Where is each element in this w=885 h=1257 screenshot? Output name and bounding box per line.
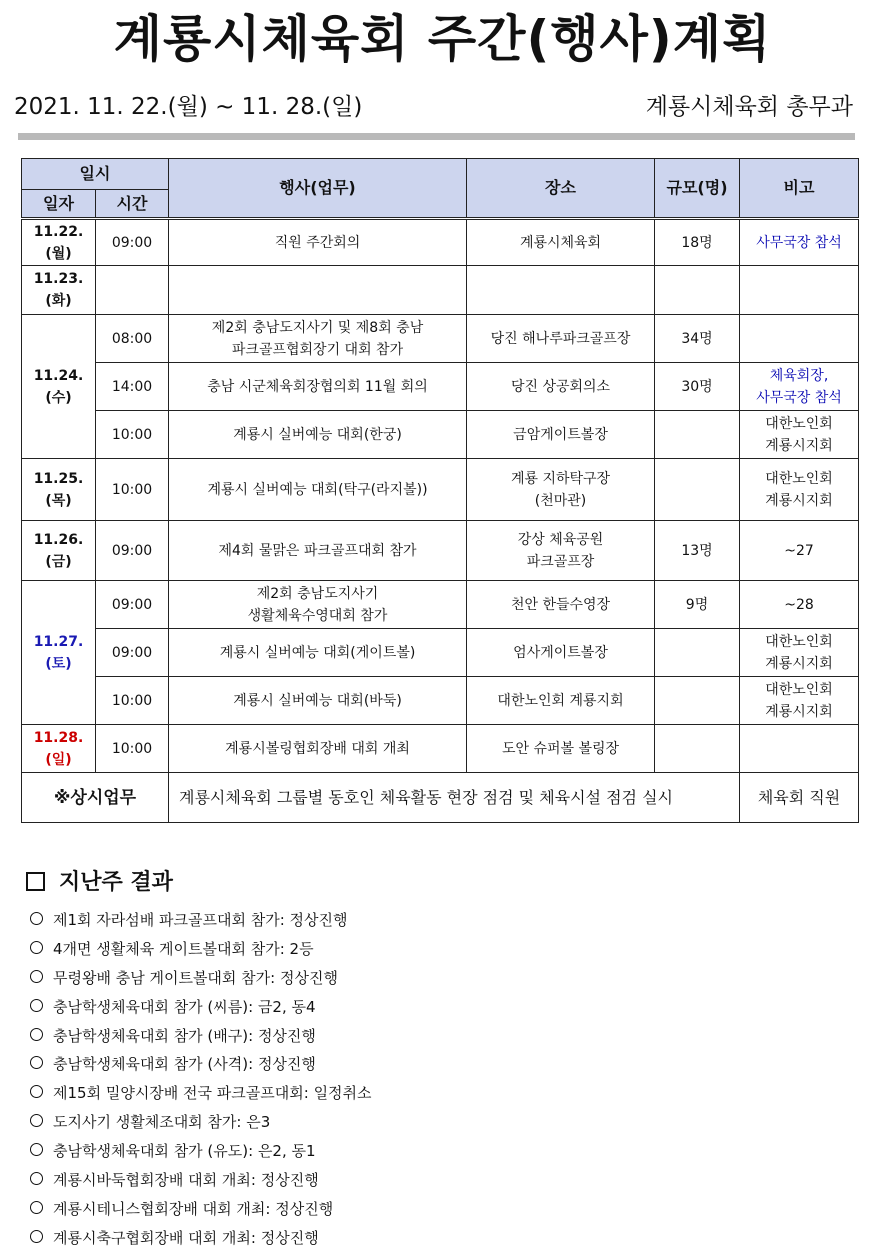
schedule-place-cell <box>467 411 655 459</box>
schedule-event-cell <box>169 315 467 363</box>
schedule-note-line: ~27 <box>784 542 814 559</box>
permanent-task-text: 계룡시체육회 그룹별 동호인 체육활동 현장 점검 및 체육시설 점검 실시 <box>169 773 740 823</box>
schedule-date-cell <box>22 581 96 725</box>
weekday-text: (월) <box>45 245 72 262</box>
result-item <box>30 1022 372 1051</box>
schedule-place-cell <box>467 219 655 266</box>
schedule-note-line: 대한노인회 <box>765 633 833 650</box>
schedule-place-line: 금암게이트볼장 <box>513 426 608 443</box>
schedule-scale-cell <box>655 629 740 677</box>
schedule-note-line: 계룡시지회 <box>765 703 833 720</box>
schedule-note-line: 대한노인회 <box>765 415 833 432</box>
schedule-scale-cell: 34명 <box>655 315 740 363</box>
schedule-place-line: 엄사게이트볼장 <box>513 644 608 661</box>
schedule-place-line: 당진 상공회의소 <box>510 378 611 395</box>
schedule-note-line: 계룡시지회 <box>765 437 833 454</box>
schedule-event-cell <box>169 629 467 677</box>
schedule-row <box>22 315 859 363</box>
schedule-date-cell <box>22 219 96 266</box>
schedule-scale-cell: 30명 <box>655 363 740 411</box>
schedule-scale-cell <box>655 411 740 459</box>
date-text: 11.25. <box>33 470 84 487</box>
weekday-text: (목) <box>45 492 72 509</box>
schedule-row <box>22 411 859 459</box>
schedule-time-cell: 09:00 <box>96 581 169 629</box>
result-item <box>30 993 372 1022</box>
schedule-event-line: 계룡시 실버예능 대회(탁구(라지볼)) <box>207 481 428 498</box>
schedule-event-cell <box>169 266 467 315</box>
schedule-date-cell <box>22 459 96 521</box>
schedule-place-line: 도안 슈퍼볼 볼링장 <box>501 740 620 757</box>
schedule-date-cell <box>22 521 96 581</box>
date-text: 11.24. <box>33 367 84 384</box>
result-text: 충남학생체육대회 참가 (씨름): 금2, 동4 <box>53 997 316 1016</box>
result-item <box>30 1166 372 1195</box>
schedule-place-line: 계룡 지하탁구장 <box>510 470 611 487</box>
schedule-note-cell <box>740 459 859 521</box>
result-text: 계룡시바둑협회장배 대회 개최: 정상진행 <box>53 1171 319 1190</box>
schedule-place-line: 대한노인회 계룡지회 <box>497 692 624 709</box>
results-title-text: 지난주 결과 <box>59 870 173 895</box>
circle-bullet-icon <box>30 1172 43 1185</box>
date-text: 11.23. <box>33 271 84 287</box>
result-item <box>30 1137 372 1166</box>
weekday-text: (화) <box>45 293 72 309</box>
schedule-event-cell <box>169 725 467 773</box>
schedule-time-cell: 09:00 <box>96 629 169 677</box>
schedule-row <box>22 725 859 773</box>
schedule-row <box>22 629 859 677</box>
schedule-event-cell <box>169 363 467 411</box>
schedule-date-cell <box>22 725 96 773</box>
schedule-row <box>22 581 859 629</box>
schedule-event-cell <box>169 219 467 266</box>
weekday-text: (토) <box>45 655 72 672</box>
result-item <box>30 1050 372 1079</box>
result-text: 도지사기 생활체조대회 참가: 은3 <box>53 1113 271 1132</box>
schedule-period: 2021. 11. 22.(월) ~ 11. 28.(일) <box>14 94 363 120</box>
schedule-note-line: 대한노인회 <box>765 681 833 698</box>
weekly-schedule-table <box>21 158 859 823</box>
schedule-place-cell <box>467 581 655 629</box>
schedule-event-cell <box>169 459 467 521</box>
schedule-scale-cell <box>655 677 740 725</box>
schedule-note-line: 계룡시지회 <box>765 492 833 509</box>
header-scale: 규모(명) <box>655 159 740 219</box>
schedule-body <box>22 219 859 773</box>
schedule-note-cell <box>740 725 859 773</box>
schedule-event-cell <box>169 677 467 725</box>
result-text: 제15회 밀양시장배 전국 파크골프대회: 일정취소 <box>53 1084 372 1103</box>
schedule-event-line: 계룡시볼링협회장배 대회 개최 <box>225 740 410 757</box>
schedule-event-line: 계룡시 실버예능 대회(게이트볼) <box>219 644 416 661</box>
circle-bullet-icon <box>30 1143 43 1156</box>
circle-bullet-icon <box>30 1056 43 1069</box>
result-item <box>30 935 372 964</box>
schedule-scale-cell: 9명 <box>655 581 740 629</box>
schedule-scale-cell: 13명 <box>655 521 740 581</box>
schedule-place-line: 파크골프장 <box>526 553 595 570</box>
schedule-note-line: 사무국장 참석 <box>756 389 842 406</box>
circle-bullet-icon <box>30 912 43 925</box>
schedule-event-cell <box>169 521 467 581</box>
result-item <box>30 1108 372 1137</box>
permanent-task-row <box>22 773 859 823</box>
schedule-time-cell: 14:00 <box>96 363 169 411</box>
schedule-place-line: (천마관) <box>534 492 587 509</box>
schedule-date-cell <box>22 266 96 315</box>
schedule-place-cell <box>467 459 655 521</box>
schedule-place-line: 천안 한들수영장 <box>510 596 611 613</box>
schedule-scale-cell: 18명 <box>655 219 740 266</box>
result-text: 충남학생체육대회 참가 (유도): 은2, 동1 <box>53 1142 316 1161</box>
schedule-note-cell <box>740 219 859 266</box>
schedule-note-cell <box>740 581 859 629</box>
schedule-place-cell <box>467 521 655 581</box>
circle-bullet-icon <box>30 1028 43 1041</box>
schedule-note-line: ~28 <box>784 596 814 613</box>
schedule-place-cell <box>467 266 655 315</box>
circle-bullet-icon <box>30 999 43 1012</box>
permanent-task-label: ※상시업무 <box>22 773 169 823</box>
result-text: 무령왕배 충남 게이트볼대회 참가: 정상진행 <box>53 968 338 987</box>
schedule-date-cell <box>22 315 96 459</box>
result-item <box>30 1195 372 1224</box>
schedule-time-cell: 10:00 <box>96 411 169 459</box>
schedule-event-line: 파크골프협회장기 대회 참가 <box>231 341 404 358</box>
schedule-note-cell <box>740 677 859 725</box>
schedule-note-line: 체육회장, <box>769 367 829 384</box>
result-text: 4개면 생활체육 게이트볼대회 참가: 2등 <box>53 939 314 958</box>
schedule-place-cell <box>467 363 655 411</box>
weekday-text: (금) <box>45 553 72 570</box>
result-item <box>30 964 372 993</box>
schedule-event-line: 생활체육수영대회 참가 <box>247 607 388 624</box>
schedule-time-cell: 09:00 <box>96 521 169 581</box>
schedule-place-cell <box>467 315 655 363</box>
header-datetime: 일시 <box>22 159 169 190</box>
schedule-note-cell <box>740 629 859 677</box>
schedule-place-line: 당진 해나루파크골프장 <box>490 330 631 347</box>
circle-bullet-icon <box>30 1230 43 1243</box>
results-list <box>30 906 372 1253</box>
weekday-text: (수) <box>45 389 72 406</box>
header-event: 행사(업무) <box>169 159 467 219</box>
schedule-place-cell <box>467 629 655 677</box>
date-text: 11.22. <box>33 223 84 240</box>
schedule-event-line: 직원 주간회의 <box>274 234 361 251</box>
schedule-time-cell <box>96 266 169 315</box>
result-text: 계룡시테니스협회장배 대회 개최: 정상진행 <box>53 1199 334 1218</box>
schedule-note-line: 계룡시지회 <box>765 655 833 672</box>
schedule-row <box>22 521 859 581</box>
schedule-note-cell <box>740 266 859 315</box>
circle-bullet-icon <box>30 1085 43 1098</box>
schedule-time-cell: 09:00 <box>96 219 169 266</box>
schedule-event-line: 제2회 충남도지사기 및 제8회 충남 <box>211 319 424 336</box>
schedule-event-cell <box>169 411 467 459</box>
weekday-text: (일) <box>45 751 72 768</box>
date-text: 11.26. <box>33 531 84 548</box>
date-text: 11.28. <box>33 729 84 746</box>
schedule-place-cell <box>467 725 655 773</box>
schedule-event-cell <box>169 581 467 629</box>
header-date: 일자 <box>22 190 96 219</box>
schedule-event-line: 충남 시군체육회장협의회 11월 회의 <box>207 378 428 395</box>
header-time: 시간 <box>96 190 169 219</box>
result-text: 계룡시축구협회장배 대회 개최: 정상진행 <box>53 1228 319 1247</box>
schedule-place-cell <box>467 677 655 725</box>
schedule-note-cell <box>740 521 859 581</box>
result-text: 충남학생체육대회 참가 (사격): 정상진행 <box>53 1055 316 1074</box>
schedule-event-line: 제4회 물맑은 파크골프대회 참가 <box>218 542 417 559</box>
square-bullet-icon <box>26 872 45 891</box>
schedule-note-cell <box>740 411 859 459</box>
circle-bullet-icon <box>30 1114 43 1127</box>
header-divider <box>18 133 855 140</box>
schedule-row <box>22 677 859 725</box>
header-place: 장소 <box>467 159 655 219</box>
schedule-note-cell <box>740 315 859 363</box>
page-title: 계룡시체육회 주간(행사)계획 <box>113 10 772 68</box>
result-item <box>30 906 372 935</box>
schedule-time-cell: 10:00 <box>96 459 169 521</box>
schedule-row <box>22 266 859 315</box>
schedule-row <box>22 219 859 266</box>
schedule-event-line: 제2회 충남도지사기 <box>256 585 379 602</box>
schedule-scale-cell <box>655 459 740 521</box>
schedule-event-line: 계룡시 실버예능 대회(바둑) <box>233 692 402 709</box>
circle-bullet-icon <box>30 941 43 954</box>
schedule-scale-cell <box>655 266 740 315</box>
schedule-time-cell: 08:00 <box>96 315 169 363</box>
department-label: 계룡시체육회 총무과 <box>645 94 853 120</box>
schedule-row <box>22 459 859 521</box>
circle-bullet-icon <box>30 1201 43 1214</box>
schedule-event-line: 계룡시 실버예능 대회(한궁) <box>233 426 402 443</box>
date-text: 11.27. <box>33 633 84 650</box>
schedule-time-cell: 10:00 <box>96 677 169 725</box>
schedule-note-line: 대한노인회 <box>765 470 833 487</box>
schedule-place-line: 강상 체육공원 <box>517 531 604 548</box>
schedule-place-line: 계룡시체육회 <box>519 234 602 251</box>
results-section-title <box>26 866 173 900</box>
circle-bullet-icon <box>30 970 43 983</box>
result-text: 충남학생체육대회 참가 (배구): 정상진행 <box>53 1026 316 1045</box>
result-text: 제1회 자라섬배 파크골프대회 참가: 정상진행 <box>53 911 348 929</box>
schedule-row <box>22 363 859 411</box>
permanent-task-note: 체육회 직원 <box>740 773 859 823</box>
header-note: 비고 <box>740 159 859 219</box>
result-item <box>30 1079 372 1108</box>
result-item <box>30 1224 372 1253</box>
schedule-note-line: 사무국장 참석 <box>756 234 842 251</box>
schedule-scale-cell <box>655 725 740 773</box>
schedule-note-cell <box>740 363 859 411</box>
schedule-time-cell: 10:00 <box>96 725 169 773</box>
